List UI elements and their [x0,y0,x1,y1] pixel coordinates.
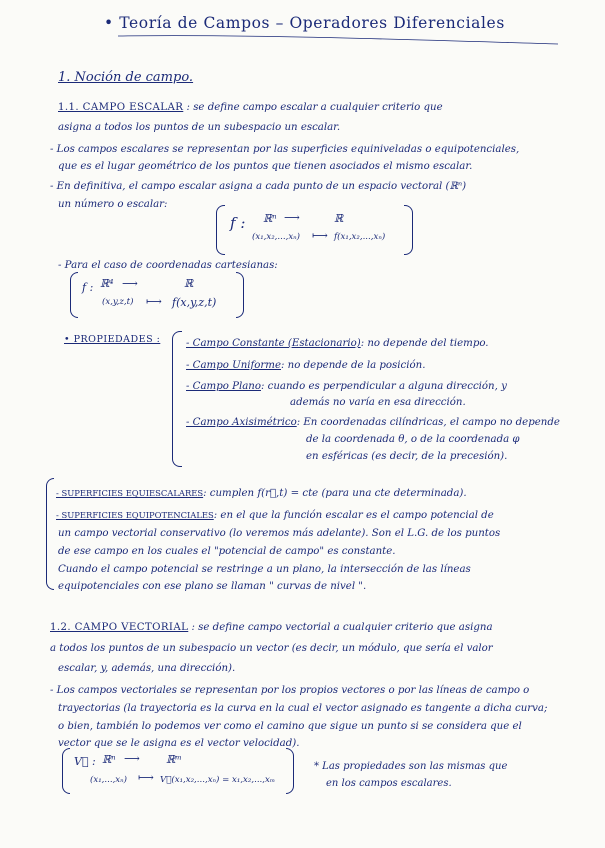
formula-codomain: ℝᵐ [166,753,182,766]
formula-domain: ℝ⁴ [100,277,114,290]
formula-codomain: ℝ [184,277,194,290]
formula-domain: ℝⁿ [102,753,116,766]
propiedades-label: • PROPIEDADES : [64,334,161,345]
text-line: vector que se le asigna es el vector velocidad). [58,738,300,749]
right-brace [236,272,244,318]
sup-term: - SUPERFICIES EQUIPOTENCIALES [56,510,214,520]
text-line: a todos los puntos de un subespacio un vector (es decir, un módulo, que sería el valor [50,643,493,654]
text-line: escalar, y, además, una dirección). [58,663,236,674]
formula-args: (x₁,...,xₙ) [90,775,127,785]
prop-text: : cuando es perpendicular a alguna dirección, y [260,381,507,392]
sup-text: equipotenciales con ese plano se llaman " curvas de nivel ". [58,581,367,592]
text-line: - En definitiva, el campo escalar asigna a cada punto de un espacio vectoral (ℝⁿ) [50,181,467,192]
left-brace [172,331,182,467]
left-brace [46,478,54,590]
text-line: asigna a todos los puntos de un subespacio un escalar. [58,122,341,133]
formula-symbol: V⃗ : [74,755,96,768]
formula-codomain: ℝ [334,212,344,225]
right-brace [286,748,294,794]
formula-symbol: f : [230,214,246,232]
formula-image: V⃗(x₁,x₂,...,xₙ) = x₁,x₂,...,xₘ [160,775,276,785]
text-line: que es el lugar geométrico de los puntos que tienen asociados el mismo escalar. [58,161,473,172]
left-brace [62,748,70,794]
text-line: - Los campos vectoriales se representan por los propios vectores o por las líneas de campo o [50,685,530,696]
campo-vectorial-heading: 1.2. CAMPO VECTORIAL [50,622,189,633]
text-line: - Para el caso de coordenadas cartesianas: [58,260,278,271]
formula-args: (x,y,z,t) [102,297,134,307]
prop-text: : no depende de la posición. [280,360,426,371]
prop-term: - Campo Axisimétrico [186,417,297,428]
prop-text: en esféricas (es decir, de la precesión). [306,451,508,462]
mapsto-arrow-icon: ⟼ [312,229,328,242]
side-note: * Las propiedades son las mismas que [314,761,508,772]
text-line: o bien, también lo podemos ver como el camino que sigue un punto si se considera que el [58,721,522,732]
prop-term: - Campo Plano [186,381,261,392]
prop-term: - Campo Constante (Estacionario) [186,338,361,349]
mapsto-arrow-icon: ⟼ [146,295,162,308]
text-line: - Los campos escalares se representan por las superficies equiniveladas o equipotenciales, [50,144,520,155]
arrow-icon: ⟶ [284,211,300,224]
prop-text: : no depende del tiempo. [360,338,489,349]
formula-image: f(x,y,z,t) [172,296,217,309]
left-brace [70,272,78,318]
formula-symbol: f : [82,281,94,294]
prop-text: además no varía en esa dirección. [290,397,466,408]
prop-term: - Campo Uniforme [186,360,281,371]
left-brace [216,205,225,255]
sup-term: - SUPERFICIES EQUIESCALARES [56,488,204,498]
sup-text: : en el que la función escalar es el campo potencial de [213,510,494,521]
formula-args: (x₁,x₂,...,xₙ) [252,232,301,242]
text-line: : se define campo escalar a cualquier criterio que [186,102,443,113]
prop-text: : En coordenadas cilíndricas, el campo no depende [296,417,560,428]
text-line: un número o escalar: [58,199,168,210]
arrow-icon: ⟶ [122,277,138,290]
section-1-heading: 1. Noción de campo. [58,70,194,85]
side-note: en los campos escalares. [326,778,452,789]
prop-text: de la coordenada θ, o de la coordenada φ [306,434,520,445]
text-line: trayectorias (la trayectoria es la curva en la cual el vector asignado es tangente a dicha curva; [58,703,548,714]
arrow-icon: ⟶ [124,752,140,765]
sup-text: de ese campo en los cuales el "potencial de campo" es constante. [58,546,396,557]
right-brace [404,205,413,255]
text-line: : se define campo vectorial a cualquier criterio que asigna [191,622,493,633]
sup-text: Cuando el campo potencial se restringe a un plano, la intersección de las líneas [58,564,471,575]
formula-domain: ℝⁿ [263,212,277,225]
formula-image: f(x₁,x₂,...,xₙ) [334,232,386,242]
page-title: • Teoría de Campos – Operadores Diferenciales [104,14,505,32]
sup-text: : cumplen f(r⃗,t) = cte (para una cte determinada). [203,488,467,499]
sup-text: un campo vectorial conservativo (lo veremos más adelante). Son el L.G. de los puntos [58,528,501,539]
mapsto-arrow-icon: ⟼ [138,771,154,784]
campo-escalar-heading: 1.1. CAMPO ESCALAR [58,102,184,113]
